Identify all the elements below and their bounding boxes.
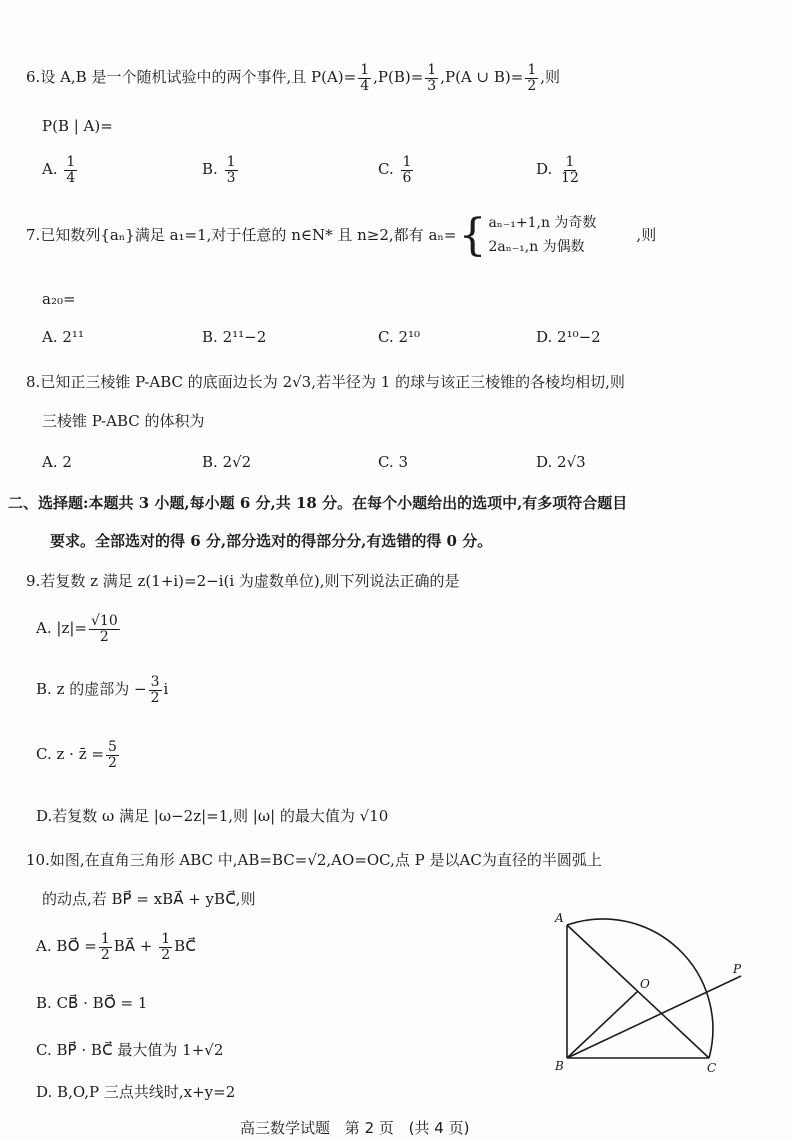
- q6-mid2: ,P(A ∪ B)=: [440, 68, 524, 86]
- q6-tail: ,则: [540, 68, 561, 86]
- q8-option-c[interactable]: C. 3: [378, 453, 409, 471]
- q8-line2: 三棱锥 P-ABC 的体积为: [42, 412, 205, 430]
- q6-mid1: ,P(B)=: [373, 68, 424, 86]
- q7-option-c[interactable]: C. 2¹⁰: [378, 328, 421, 346]
- q6-pa-fraction: $\frac{1}{4}$: [360, 61, 370, 94]
- q8-option-d[interactable]: D. 2√3: [536, 453, 586, 471]
- q7-case1: aₙ₋₁+1,n 为奇数: [488, 215, 597, 231]
- q10-line1: 10.如图,在直角三角形 ABC 中,AB=BC=√2,AO=OC,点 P 是以AC为直径的半圆弧上: [26, 851, 602, 869]
- footer-title: 高三数学试题: [240, 1119, 331, 1137]
- q8-line1: 8.已知正三棱锥 P-ABC 的底面边长为 2√3,若半径为 1 的球与该正三棱锥的各棱均相切,则: [26, 373, 625, 391]
- q7-tail: ,则: [636, 225, 657, 244]
- q7-option-b[interactable]: B. 2¹¹−2: [202, 328, 267, 346]
- label-b: B: [555, 1059, 564, 1073]
- footer-total: (共 4 页): [408, 1119, 470, 1137]
- q8-number: 8.: [26, 373, 41, 391]
- segment-bo: [567, 991, 638, 1058]
- q7-line2: a₂₀=: [42, 290, 76, 308]
- q6-option-b[interactable]: B. $\frac{1}{3}$: [202, 154, 236, 186]
- q10-option-c[interactable]: C. BP⃗ · BC⃗ 最大值为 1+√2: [36, 1041, 224, 1059]
- q7-cases: [488, 212, 596, 260]
- q6-option-d[interactable]: D. $\frac{1}{12}$: [536, 154, 579, 186]
- section2-heading: 二、选择题:本题共 3 小题,每小题 6 分,共 18 分。在每个小题给出的选项中,有多项符合题目: [8, 494, 628, 512]
- q7-brace: {: [458, 209, 487, 261]
- label-a: A: [555, 911, 564, 925]
- q6-option-c[interactable]: C. $\frac{1}{6}$: [378, 154, 412, 186]
- footer-page: 第 2 页: [344, 1119, 394, 1137]
- label-c: C: [707, 1061, 717, 1075]
- q8-option-b[interactable]: B. 2√2: [202, 453, 252, 471]
- q9-number: 9.: [26, 572, 41, 590]
- q7-line1: [26, 209, 657, 261]
- q10-figure: [545, 900, 785, 1075]
- q6-pab-fraction: $\frac{1}{2}$: [527, 61, 537, 94]
- label-o: O: [640, 977, 650, 991]
- q10-line2: 的动点,若 BP⃗ = xBA⃗ + yBC⃗,则: [42, 890, 256, 908]
- q6-pb-fraction: $\frac{1}{3}$: [427, 61, 437, 94]
- q10-option-d[interactable]: D. B,O,P 三点共线时,x+y=2: [36, 1083, 236, 1101]
- q7-option-d[interactable]: D. 2¹⁰−2: [536, 328, 601, 346]
- q9-option-c[interactable]: C. z · z̄ = $\frac{5}{2}$: [36, 739, 117, 771]
- segment-bp: [567, 976, 741, 1058]
- q6-option-a[interactable]: A. $\frac{1}{4}$: [42, 154, 76, 186]
- q6-line1: [26, 62, 560, 93]
- q8-option-a[interactable]: A. 2: [42, 453, 72, 471]
- q9-option-b[interactable]: B. z 的虚部为 − $\frac{3}{2}$ i: [36, 674, 169, 706]
- q6-stem: 设 A,B 是一个随机试验中的两个事件,且 P(A)=: [40, 68, 357, 86]
- q7-option-a[interactable]: A. 2¹¹: [42, 328, 84, 346]
- q9-option-d[interactable]: D.若复数 ω 满足 |ω−2z|=1,则 |ω| 的最大值为 √10: [36, 807, 389, 825]
- q7-number: 7.: [26, 225, 41, 244]
- label-p: P: [733, 962, 742, 976]
- section2-heading-line2: 要求。全部选对的得 6 分,部分选对的得部分分,有选错的得 0 分。: [50, 532, 493, 550]
- q10-number: 10.: [26, 851, 50, 869]
- q7-stem: 已知数列{aₙ}满足 a₁=1,对于任意的 n∈N* 且 n≥2,都有 aₙ=: [40, 225, 457, 244]
- q10-option-b[interactable]: B. CB⃗ · BO⃗ = 1: [36, 994, 148, 1012]
- q10-option-a[interactable]: A. BO⃗ = $\frac{1}{2}$ BA⃗ + $\frac{1}{2}$ BC⃗: [36, 931, 196, 963]
- q6-line2: P(B | A)=: [42, 117, 113, 135]
- q6-number: 6.: [26, 68, 41, 86]
- page-footer: [240, 1117, 469, 1138]
- q9-option-a[interactable]: A. |z|= $\frac{√10}{2}$: [36, 613, 118, 645]
- q9-stem-line: 9.若复数 z 满足 z(1+i)=2−i(i 为虚数单位),则下列说法正确的是: [26, 572, 460, 590]
- q7-case2: 2aₙ₋₁,n 为偶数: [488, 238, 585, 255]
